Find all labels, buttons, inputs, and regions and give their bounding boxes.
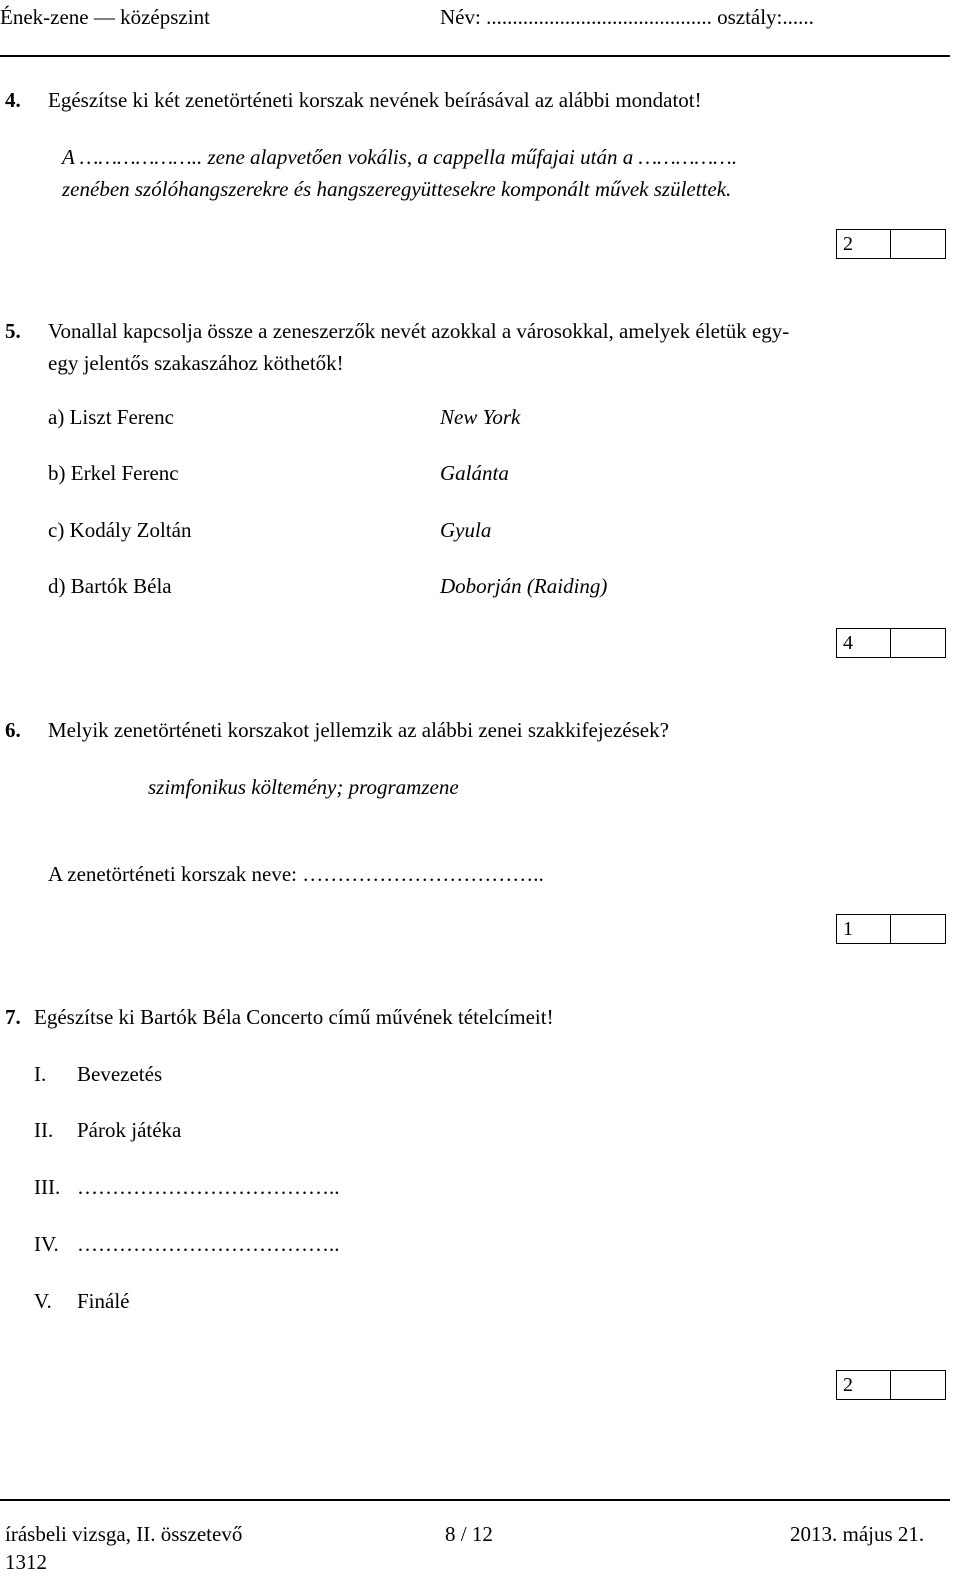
q6-score-blank — [891, 915, 945, 943]
q6-score-value: 1 — [837, 915, 891, 943]
q6-answer-line: A zenetörténeti korszak neve: …………………………….. — [48, 862, 544, 886]
q7-movement-numeral-4: IV. — [34, 1232, 59, 1256]
footer-date: 2013. május 21. — [790, 1522, 925, 1546]
q7-score-box — [836, 1370, 946, 1400]
q5-composer-d: d) Bartók Béla — [48, 574, 172, 598]
q4-number: 4. — [5, 88, 21, 112]
q7-prompt: Egészítse ki Bartók Béla Concerto című művének tételcímeit! — [34, 1005, 554, 1029]
q4-score-value: 2 — [837, 230, 891, 258]
q6-prompt: Melyik zenetörténeti korszakot jellemzik az alábbi zenei szakkifejezések? — [48, 718, 669, 742]
q5-number: 5. — [5, 319, 21, 343]
q7-movement-title-5: Finálé — [77, 1289, 130, 1313]
q5-city-2: Galánta — [440, 461, 509, 485]
q5-composer-b: b) Erkel Ferenc — [48, 461, 179, 485]
q7-movement-numeral-2: II. — [34, 1118, 54, 1142]
q4-sentence-line2: zenében szólóhangszerekre és hangszeregyüttesekre komponált művek születtek. — [62, 177, 732, 201]
footer-divider — [0, 1499, 950, 1501]
footer-page-number: 8 / 12 — [445, 1522, 493, 1546]
q7-movement-title-2: Párok játéka — [77, 1118, 182, 1142]
q5-prompt-line2: egy jelentős szakaszához köthetők! — [48, 351, 344, 375]
q5-composer-c: c) Kodály Zoltán — [48, 518, 192, 542]
q4-score-blank — [891, 230, 945, 258]
q7-movement-numeral-3: III. — [34, 1175, 61, 1199]
q5-prompt-line1: Vonallal kapcsolja össze a zeneszerzők nevét azokkal a városokkal, amelyek életük egy- — [48, 319, 790, 343]
header-divider — [0, 55, 950, 57]
q6-score-box — [836, 914, 946, 944]
header-subject: Ének-zene — középszint — [0, 5, 210, 29]
q5-score-box — [836, 628, 946, 658]
q5-score-value: 4 — [837, 629, 891, 657]
q7-movement-title-4: ……………………………….. — [77, 1232, 340, 1256]
q7-score-value: 2 — [837, 1371, 891, 1399]
q4-sentence-line1: A ……………….. zene alapvetően vokális, a cappella műfajai után a ……………. — [62, 145, 738, 169]
q7-movement-title-1: Bevezetés — [77, 1062, 163, 1086]
q4-prompt: Egészítse ki két zenetörténeti korszak nevének beírásával az alábbi mondatot! — [48, 88, 702, 112]
footer-exam-label: írásbeli vizsga, II. összetevő — [5, 1522, 243, 1546]
q5-score-blank — [891, 629, 945, 657]
q6-terms: szimfonikus költemény; programzene — [148, 775, 459, 799]
q5-city-3: Gyula — [440, 518, 492, 542]
q4-score-box — [836, 229, 946, 259]
footer-code: 1312 — [5, 1550, 47, 1574]
q5-composer-a: a) Liszt Ferenc — [48, 405, 174, 429]
q7-movement-numeral-1: I. — [34, 1062, 47, 1086]
q7-number: 7. — [5, 1005, 21, 1029]
header-name-field: Név: ........................................... osztály:...... — [440, 5, 814, 29]
q5-city-1: New York — [440, 405, 521, 429]
q7-movement-title-3: ……………………………….. — [77, 1175, 340, 1199]
q7-score-blank — [891, 1371, 945, 1399]
q7-movement-numeral-5: V. — [34, 1289, 52, 1313]
q5-city-4: Doborján (Raiding) — [440, 574, 608, 598]
q6-number: 6. — [5, 718, 21, 742]
